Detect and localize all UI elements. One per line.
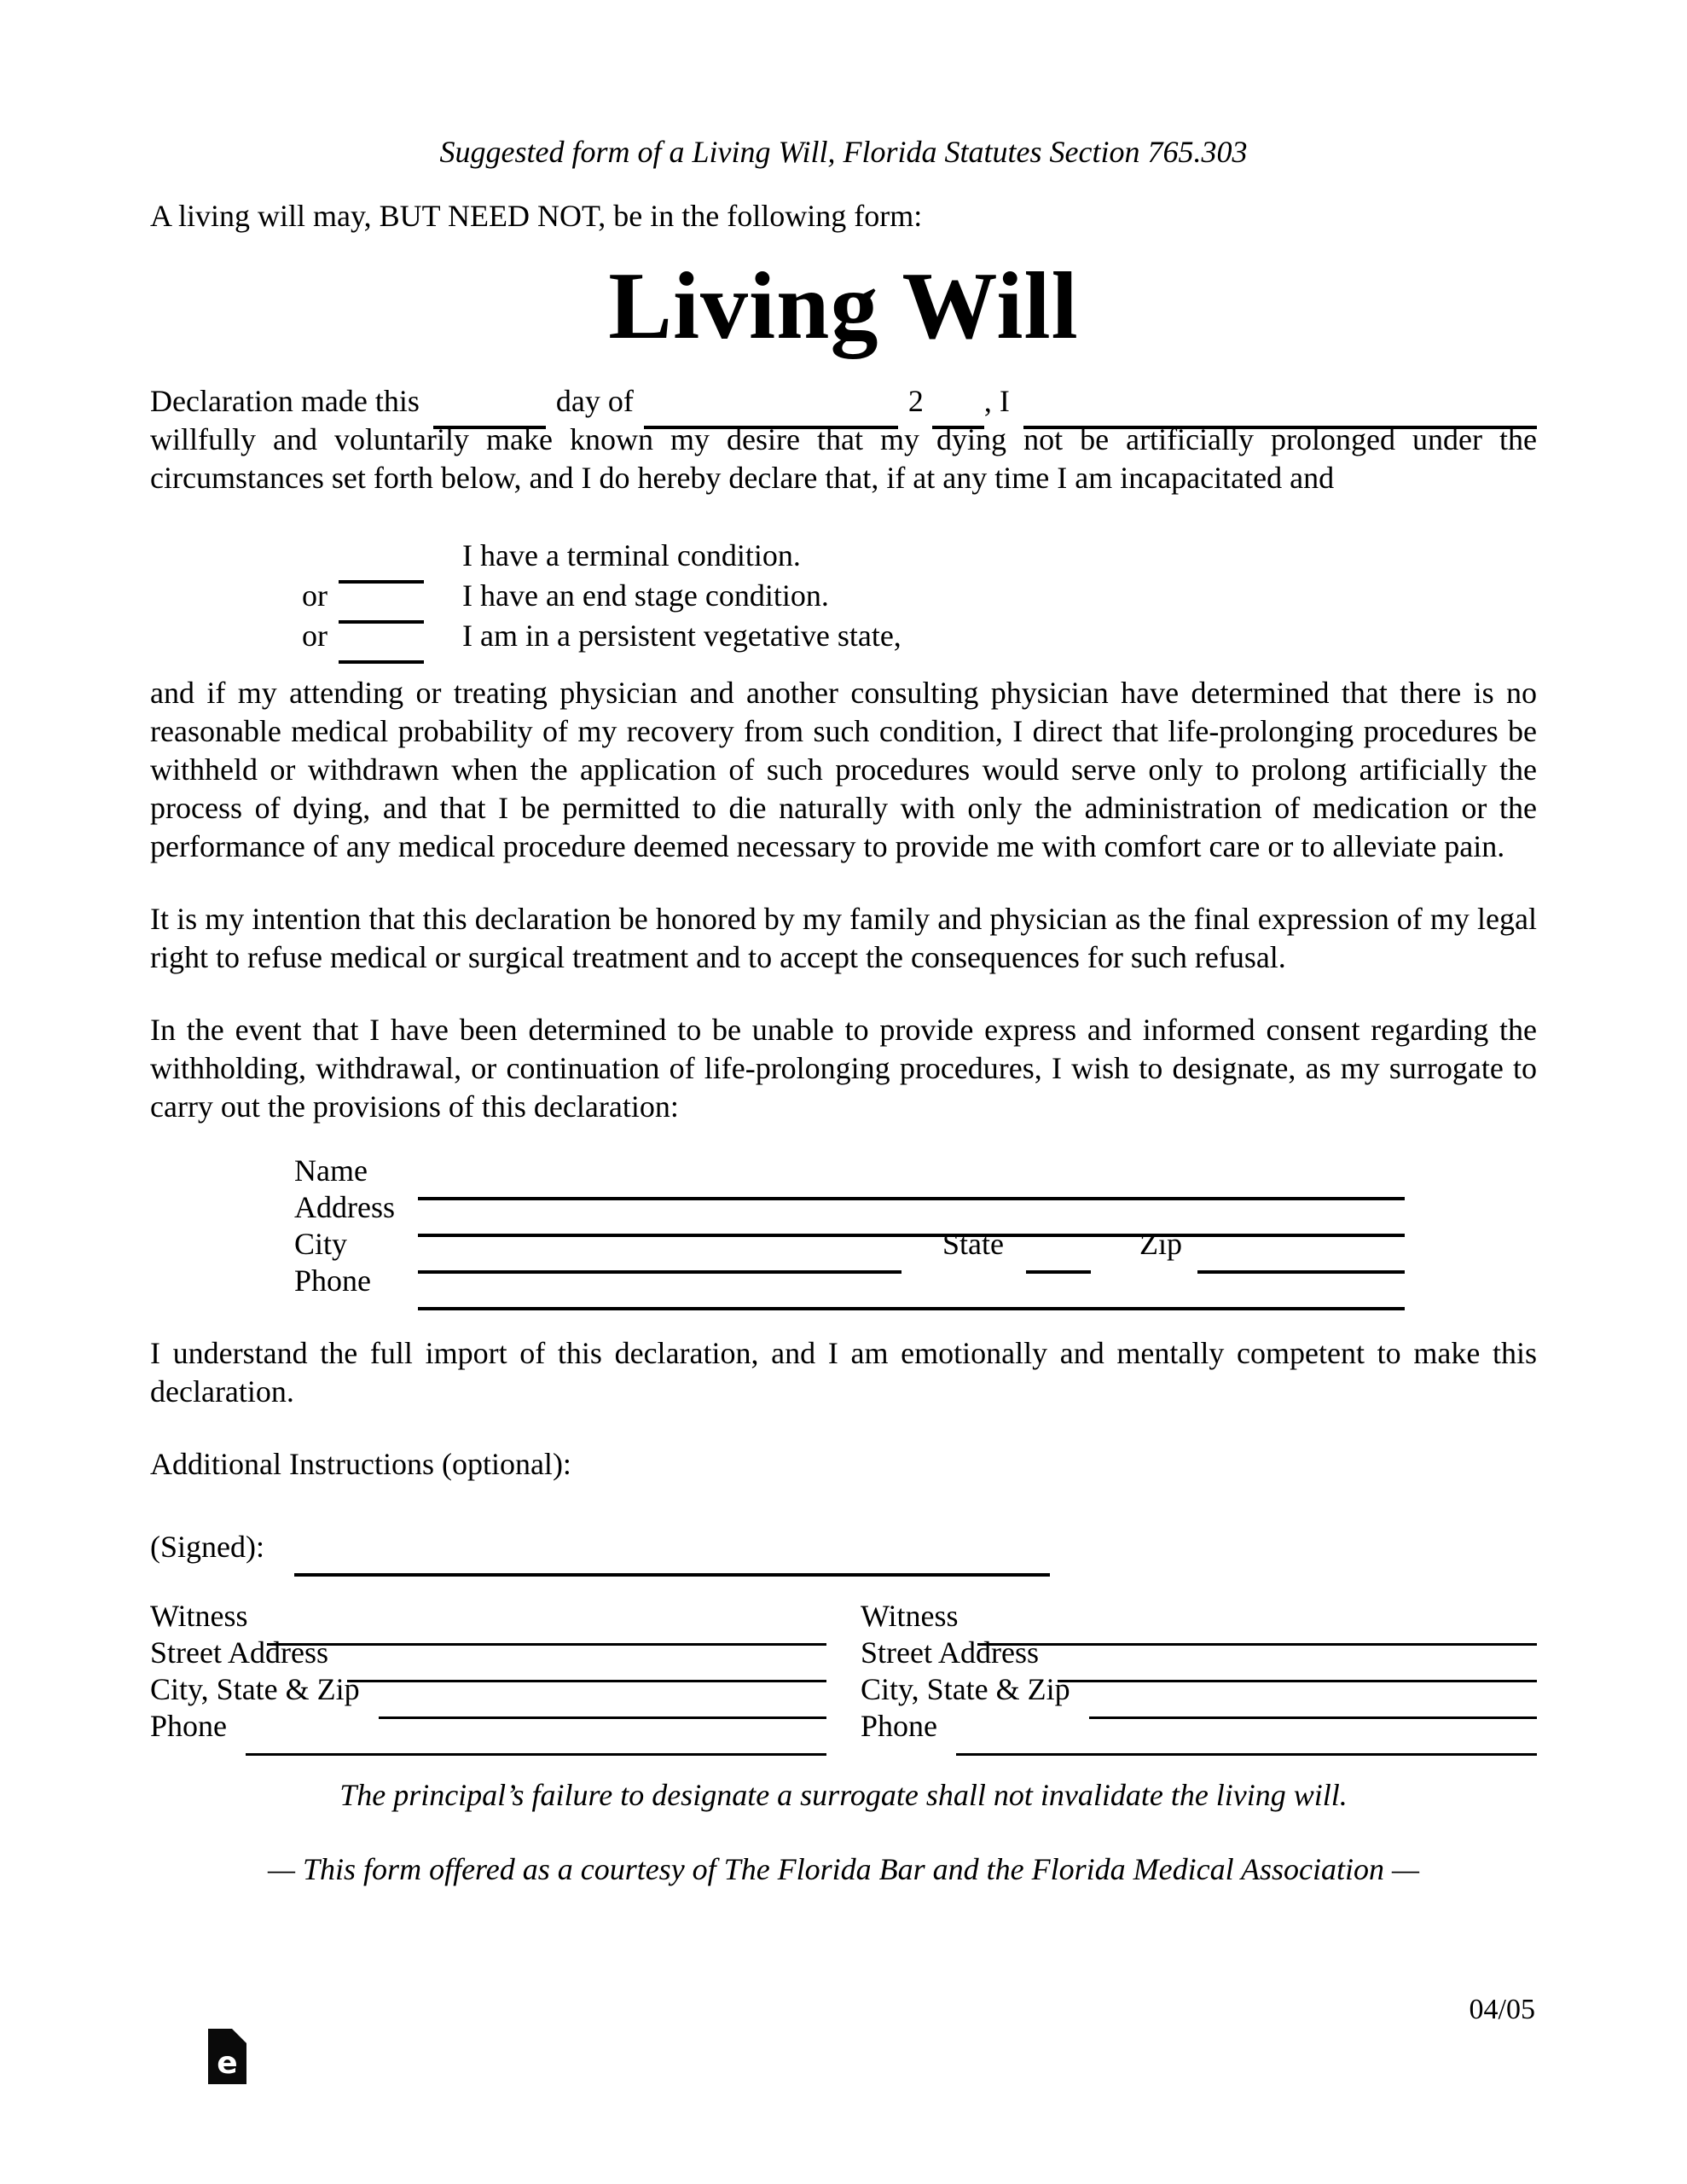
revision-code: 04/05: [1469, 1994, 1535, 2025]
phone-label: Phone: [150, 1709, 227, 1743]
physician-determination-paragraph: and if my attending or treating physician and another consulting physician have determined that there is no reasonable medical probability of my recovery from such condition, I direct that life-prolonging procedures be withheld or withdrawn when the application of such procedures would serve only to prolong artificially the process of dying, and that I be permitted to die naturally with only the administration of medication or the performance of any medical procedure deemed necessary to provide me with comfort care or to alleviate pain.: [150, 676, 1537, 863]
name-label: Name: [294, 1153, 368, 1188]
witness-column-right: [861, 1599, 1537, 1745]
witness-name-blank: [267, 1609, 826, 1646]
witness-city-blank: [379, 1682, 826, 1719]
declaration-body-text: willfully and voluntarily make known my desire that my dying not be artificially prolonged under the circumstances set forth below, and I do hereby declare that, if at any time I am incapacitated and: [150, 422, 1537, 495]
signature-blank: [294, 1539, 1050, 1577]
document-title: Living Will: [608, 253, 1079, 359]
intro-line: A living will may, BUT NEED NOT, be in the following form:: [150, 199, 923, 233]
street-address-label: Street Address: [150, 1635, 328, 1670]
witness-city-blank: [1089, 1682, 1537, 1719]
document-content: [150, 133, 1537, 1889]
terminal-condition-label: I have a terminal condition.: [462, 538, 801, 572]
witness-phone-blank: [956, 1719, 1537, 1756]
day-of-text: day of: [555, 384, 634, 418]
end-stage-condition-label: I have an end stage condition.: [462, 578, 829, 613]
street-address-label: Street Address: [861, 1635, 1039, 1670]
witness-section: [150, 1599, 1537, 1745]
or-label: or: [302, 619, 328, 653]
witness-street-blank: [347, 1646, 826, 1682]
additional-instructions-label: Additional Instructions (optional):: [150, 1447, 571, 1481]
phone-label: Phone: [294, 1263, 371, 1298]
condition-row-end-stage: [302, 575, 1537, 615]
witness-name-blank: [977, 1609, 1537, 1646]
statute-subtitle: Suggested form of a Living Will, Florida Statutes Section 765.303: [439, 135, 1248, 169]
signed-label: (Signed):: [150, 1530, 264, 1564]
logo-letter: e: [217, 2046, 238, 2081]
eforms-document-logo: [208, 2029, 246, 2084]
surrogate-state-blank: [1026, 1236, 1091, 1274]
folded-corner-icon: [232, 2029, 246, 2043]
phone-label: Phone: [861, 1709, 937, 1743]
principal-failure-note: The principal’s failure to designate a surrogate shall not invalidate the living will.: [339, 1778, 1348, 1812]
city-label: City: [294, 1227, 348, 1261]
year-prefix-text: 2: [907, 384, 924, 418]
witness-column-left: [150, 1599, 826, 1745]
witness-street-blank: [1058, 1646, 1537, 1682]
courtesy-note: — This form offered as a courtesy of The Florida Bar and the Florida Medical Association —: [268, 1852, 1419, 1886]
witness-label: Witness: [861, 1599, 959, 1633]
surrogate-designation-paragraph: In the event that I have been determined to be unable to provide express and informed consent regarding the withholding, withdrawal, or continuation of life-prolonging procedures, I wish to designate, as my surrogate to carry out the provisions of this declaration:: [150, 1013, 1537, 1124]
witness-phone-blank: [246, 1719, 826, 1756]
surrogate-address-blank: [418, 1199, 1405, 1237]
city-state-zip-label: City, State & Zip: [861, 1672, 1070, 1706]
witness-name-row: [861, 1599, 1537, 1635]
condition-row-vegetative: [302, 615, 1537, 655]
address-label: Address: [294, 1190, 395, 1224]
or-label: or: [302, 578, 328, 613]
declaration-date-line: [150, 382, 1537, 421]
vegetative-state-blank: [339, 626, 424, 664]
signature-row: [150, 1528, 1537, 1566]
surrogate-phone-blank: [418, 1273, 1405, 1310]
vegetative-state-label: I am in a persistent vegetative state,: [462, 619, 901, 653]
city-state-zip-label: City, State & Zip: [150, 1672, 360, 1706]
zip-label: Zip: [1139, 1227, 1182, 1261]
competence-paragraph: I understand the full import of this declaration, and I am emotionally and mentally competent to make this declaration.: [150, 1336, 1537, 1409]
surrogate-info-block: [150, 1153, 1405, 1300]
witness-label: Witness: [150, 1599, 248, 1633]
intention-paragraph: It is my intention that this declaration be honored by my family and physician as the final expression of my legal right to refuse medical or surgical treatment and to accept the consequences for such refusal.: [150, 902, 1537, 974]
surrogate-name-blank: [418, 1163, 1405, 1200]
end-stage-condition-blank: [339, 586, 424, 624]
surrogate-city-blank: [418, 1236, 901, 1274]
comma-i-text: , I: [983, 384, 1010, 418]
surrogate-name-row: [150, 1153, 1405, 1190]
conditions-block: [150, 535, 1537, 655]
terminal-condition-blank: [339, 546, 424, 584]
surrogate-zip-blank: [1197, 1236, 1405, 1274]
condition-row-terminal: [302, 535, 1537, 575]
declaration-lead-text: Declaration made this: [150, 384, 420, 418]
state-label: State: [942, 1227, 1004, 1261]
witness-name-row: [150, 1599, 826, 1635]
